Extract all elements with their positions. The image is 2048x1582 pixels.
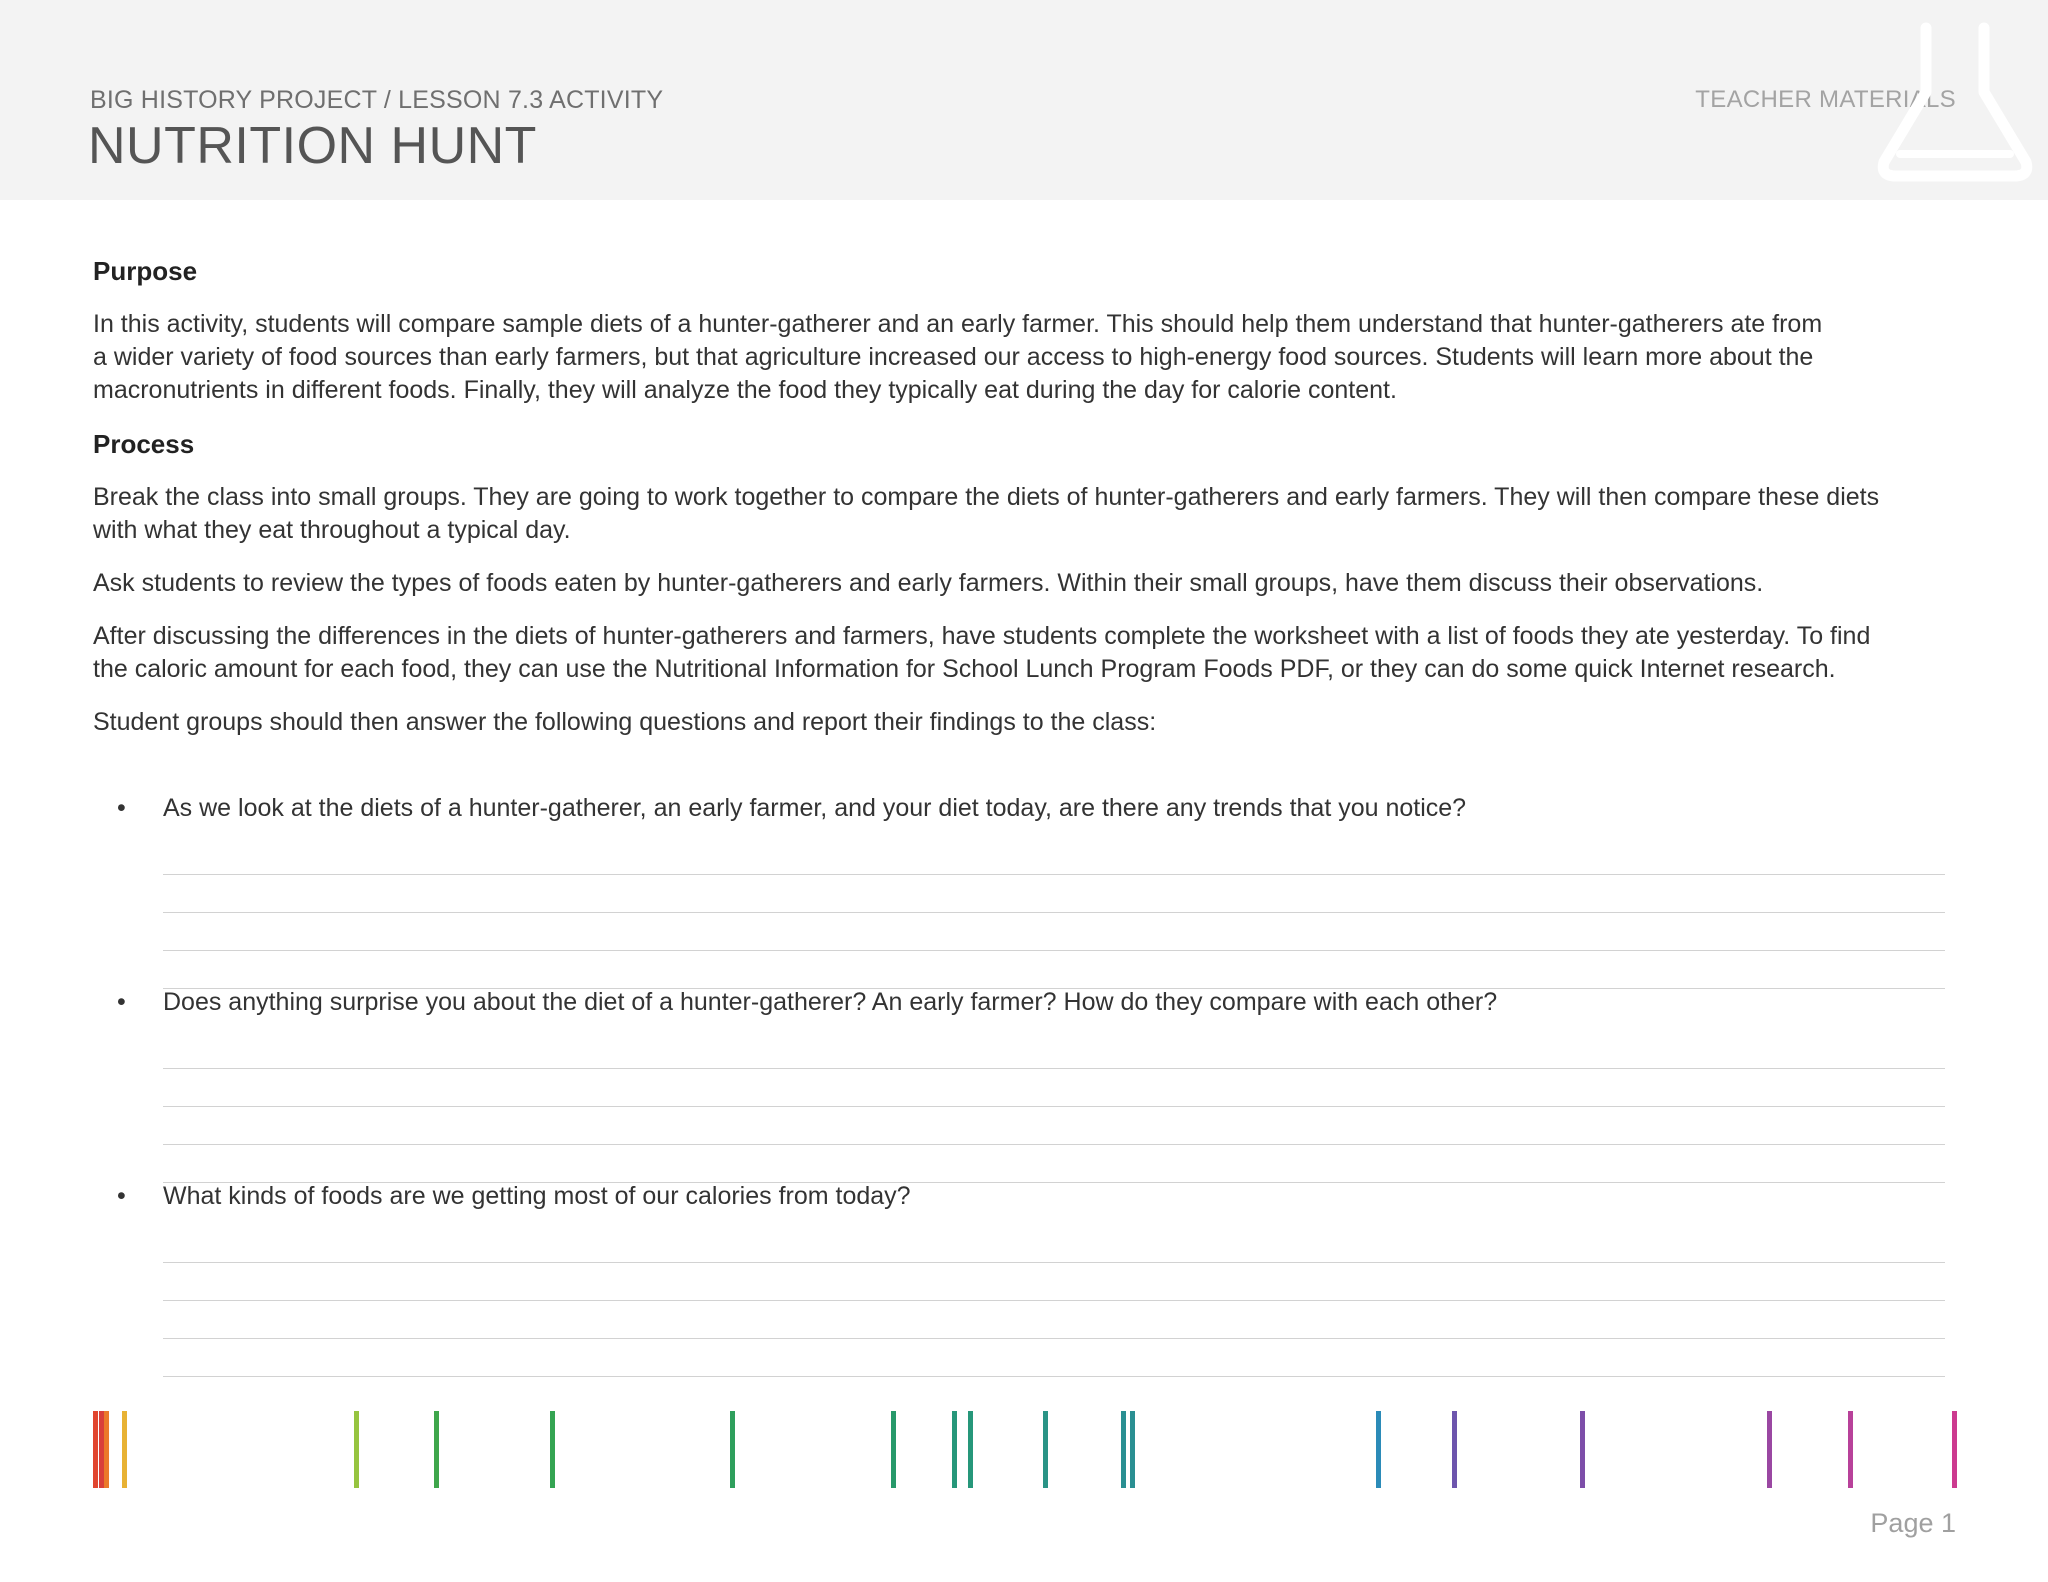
question-text: Does anything surprise you about the diet of a hunter-gatherer? An early farmer? How do they compare with each other? xyxy=(163,988,1498,1016)
timeline-bar xyxy=(1452,1411,1457,1488)
answer-line[interactable] xyxy=(163,1263,1945,1301)
process-line: After discussing the differences in the diets of hunter-gatherers and farmers, have students complete the worksheet with a list of foods they ate yesterday. To find xyxy=(93,622,1871,650)
timeline-bar xyxy=(434,1411,439,1488)
answer-line[interactable] xyxy=(163,1225,1945,1263)
process-paragraph: Student groups should then answer the following questions and report their findings to the class: xyxy=(93,708,1157,736)
teacher-materials-label: TEACHER MATERIALS xyxy=(1695,86,1956,113)
process-heading: Process xyxy=(93,429,195,459)
timeline-bar xyxy=(891,1411,896,1488)
answer-line[interactable] xyxy=(163,1301,1945,1339)
answer-line[interactable] xyxy=(163,1031,1945,1069)
purpose-heading: Purpose xyxy=(93,256,198,286)
purpose-line: macronutrients in different foods. Finally, they will analyze the food they typically eat during the day for calorie content. xyxy=(93,376,1397,404)
answer-line[interactable] xyxy=(163,1107,1945,1145)
answer-line[interactable] xyxy=(163,837,1945,875)
question-item xyxy=(117,986,1945,1183)
flask-icon xyxy=(1874,22,2036,182)
timeline-bar xyxy=(1767,1411,1772,1488)
process-paragraph: Ask students to review the types of foods eaten by hunter-gatherers and early farmers. Within their small groups, have them discuss their observations. xyxy=(93,569,1764,597)
bullet-icon: • xyxy=(117,794,126,822)
answer-lines xyxy=(163,837,1945,989)
answer-line[interactable] xyxy=(163,1339,1945,1377)
timeline-bar xyxy=(1121,1411,1126,1488)
process-line: with what they eat throughout a typical day. xyxy=(93,516,571,544)
process-line: the caloric amount for each food, they can use the Nutritional Information for School Lunch Program Foods PDF, or they can do some quick Internet research. xyxy=(93,655,1836,683)
answer-lines xyxy=(163,1225,1945,1377)
question-item xyxy=(117,792,1945,989)
question-row xyxy=(117,792,1945,825)
timeline-bar xyxy=(1952,1411,1957,1488)
process-paragraph xyxy=(93,620,1953,686)
timeline-bar xyxy=(122,1411,127,1488)
timeline-bar xyxy=(968,1411,973,1488)
threshold-timeline xyxy=(0,1408,2048,1490)
page-header xyxy=(0,0,2048,200)
answer-lines xyxy=(163,1031,1945,1183)
page-number: Page 1 xyxy=(1870,1508,1956,1538)
breadcrumb: BIG HISTORY PROJECT / LESSON 7.3 ACTIVITY xyxy=(90,86,664,114)
answer-line[interactable] xyxy=(163,951,1945,989)
answer-line[interactable] xyxy=(163,875,1945,913)
bullet-icon: • xyxy=(117,1182,126,1210)
answer-line[interactable] xyxy=(163,913,1945,951)
question-row xyxy=(117,1180,1945,1213)
timeline-bar xyxy=(354,1411,359,1488)
timeline-bar xyxy=(1580,1411,1585,1488)
timeline-bar xyxy=(550,1411,555,1488)
question-item xyxy=(117,1180,1945,1377)
timeline-bar xyxy=(104,1411,109,1488)
purpose-line: a wider variety of food sources than early farmers, but that agriculture increased our access to high-energy food sources. Students will learn more about the xyxy=(93,343,1814,371)
timeline-bar xyxy=(1848,1411,1853,1488)
page-title: NUTRITION HUNT xyxy=(88,117,537,175)
process-paragraph xyxy=(93,481,1953,547)
timeline-bar xyxy=(730,1411,735,1488)
purpose-paragraph xyxy=(93,308,1953,407)
document-body xyxy=(93,254,1953,759)
timeline-bar xyxy=(1130,1411,1135,1488)
question-text: As we look at the diets of a hunter-gatherer, an early farmer, and your diet today, are there any trends that you notice? xyxy=(163,794,1467,822)
question-text: What kinds of foods are we getting most of our calories from today? xyxy=(163,1182,911,1210)
timeline-bar xyxy=(93,1411,98,1488)
answer-line[interactable] xyxy=(163,1069,1945,1107)
timeline-bar xyxy=(1043,1411,1048,1488)
bullet-icon: • xyxy=(117,988,126,1016)
answer-line[interactable] xyxy=(163,1145,1945,1183)
purpose-line: In this activity, students will compare sample diets of a hunter-gatherer and an early farmer. This should help them understand that hunter-gatherers ate from xyxy=(93,310,1823,338)
timeline-bar xyxy=(952,1411,957,1488)
timeline-bar xyxy=(1376,1411,1381,1488)
question-row xyxy=(117,986,1945,1019)
process-line: Break the class into small groups. They are going to work together to compare the diets of hunter-gatherers and early farmers. They will then compare these diets xyxy=(93,483,1880,511)
